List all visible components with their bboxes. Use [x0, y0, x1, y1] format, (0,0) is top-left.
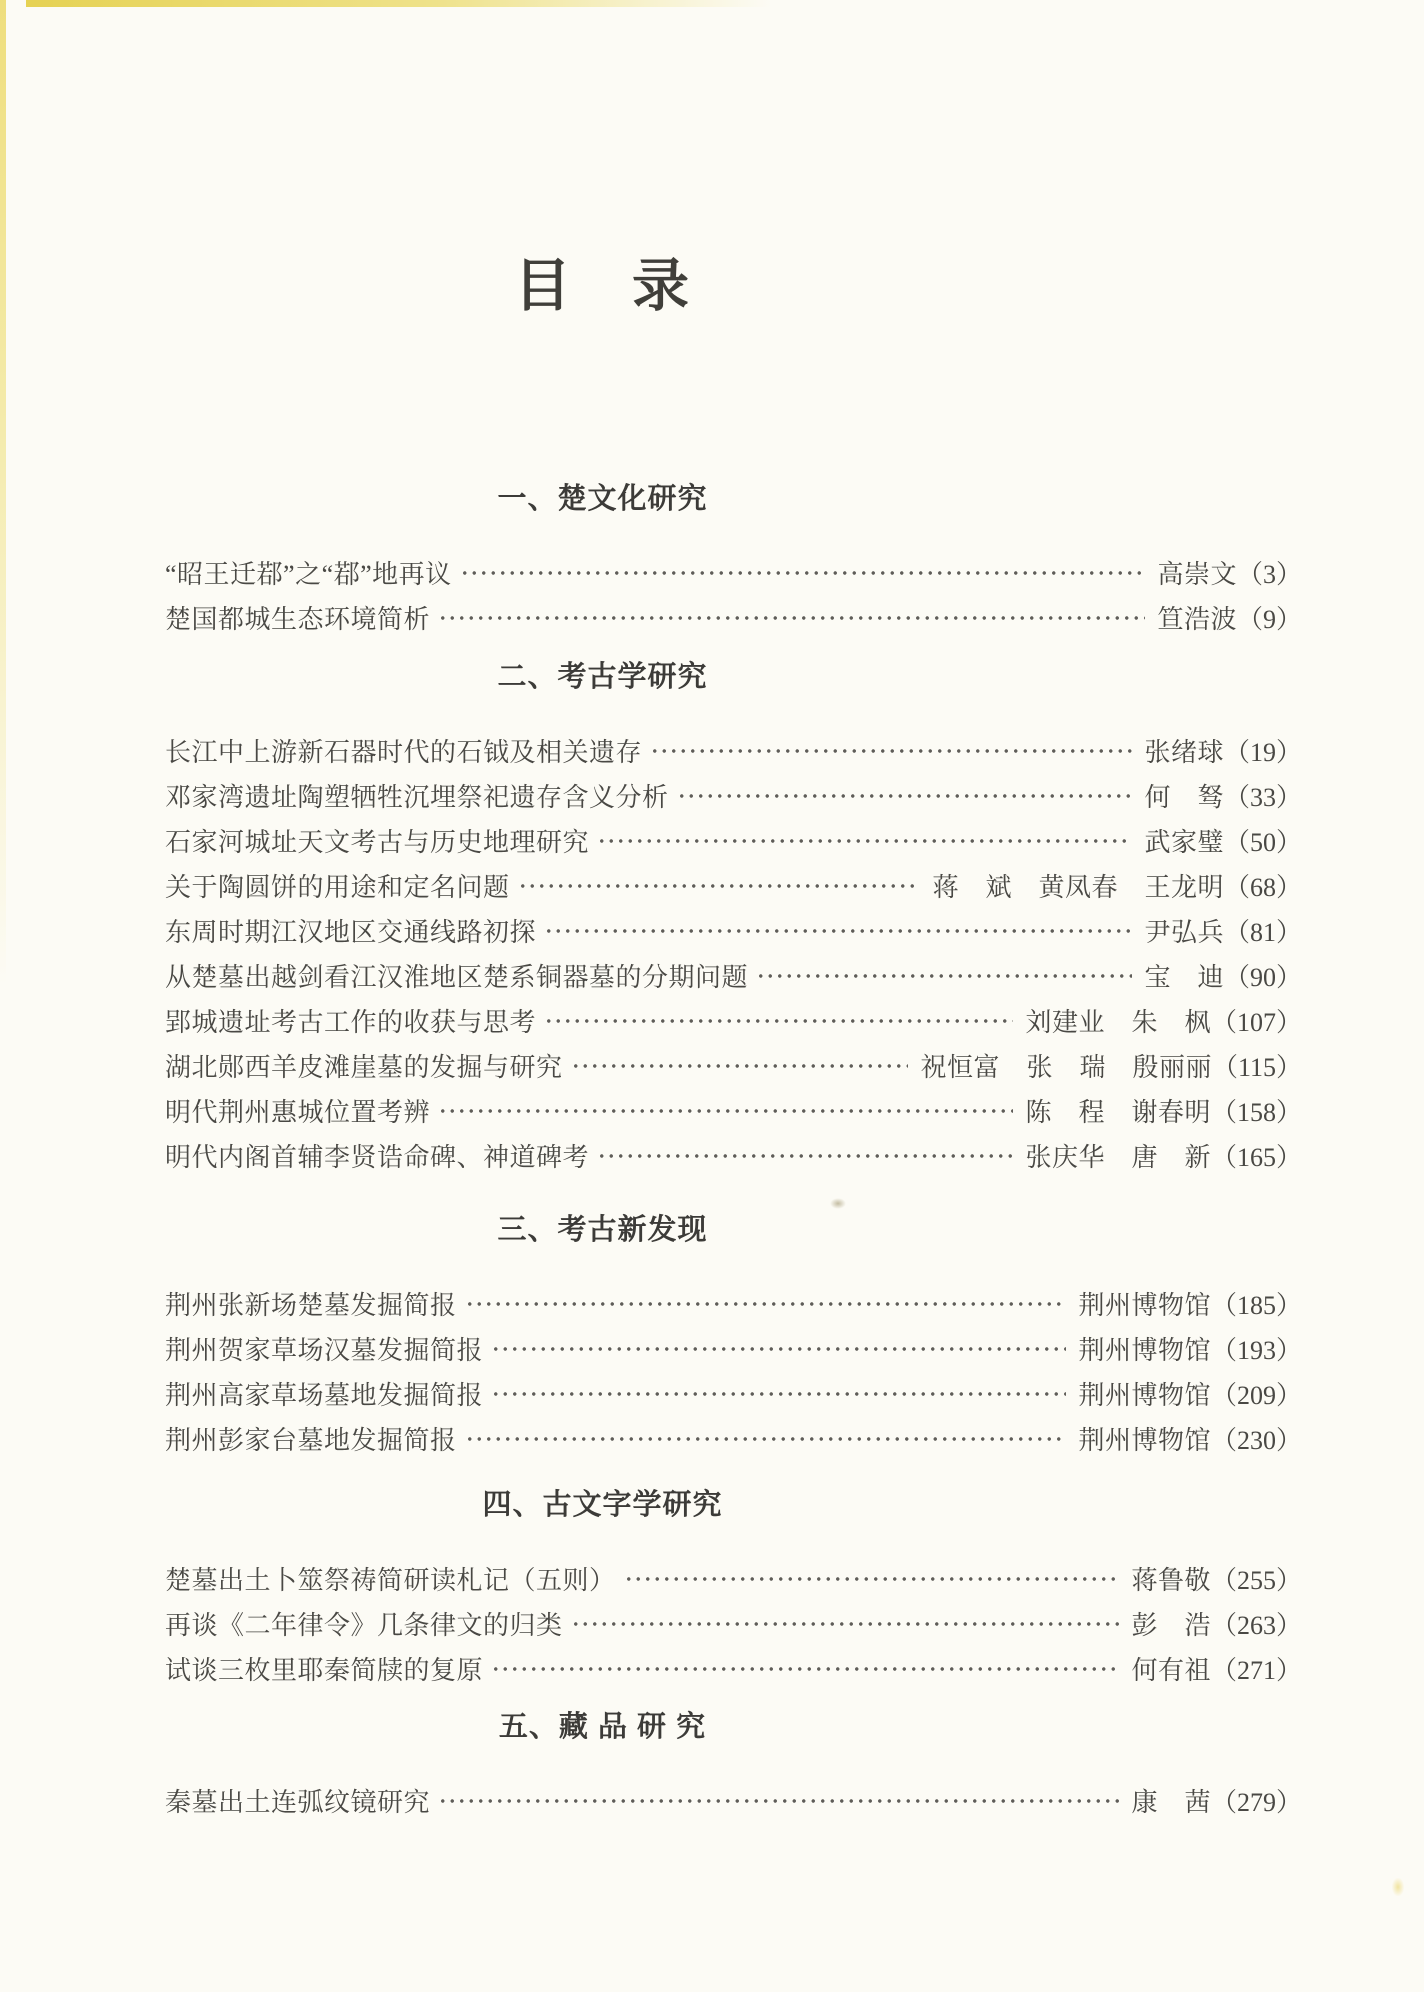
- dot-leader: [624, 1556, 1120, 1601]
- entry-title: 东周时期江汉地区交通线路初探: [165, 918, 537, 947]
- entry-authors: 笪浩波: [1157, 605, 1237, 634]
- toc-entry: [165, 1371, 1302, 1416]
- dot-leader: [491, 1326, 1066, 1371]
- section-entries: [165, 1556, 1302, 1691]
- entry-authors: 张绪球: [1144, 738, 1224, 767]
- toc-entry: [165, 1133, 1302, 1178]
- dot-leader: [491, 1371, 1066, 1416]
- entry-authors: 何 驽: [1144, 783, 1224, 812]
- dot-leader: [597, 818, 1132, 863]
- entry-page-number: （115）: [1211, 1053, 1302, 1082]
- toc-entry: [165, 1556, 1302, 1601]
- page-title: 目 录: [514, 255, 691, 318]
- entry-title: “昭王迁鄀”之“鄀”地再议: [165, 560, 452, 589]
- entry-title: 湖北郧西羊皮滩崖墓的发掘与研究: [165, 1053, 563, 1082]
- toc-entry: [165, 1778, 1302, 1823]
- entry-page-number: （33）: [1223, 783, 1302, 812]
- entry-page-number: （255）: [1210, 1566, 1302, 1595]
- toc-entry: [165, 1326, 1302, 1371]
- entry-page-number: （81）: [1223, 918, 1302, 947]
- dot-leader: [465, 1281, 1067, 1326]
- entry-page-number: （165）: [1210, 1143, 1302, 1172]
- entry-page-number: （263）: [1210, 1611, 1302, 1640]
- entry-authors: 武家璧: [1144, 828, 1224, 857]
- section-heading: 一、楚文化研究: [497, 483, 708, 515]
- entry-title: 荆州高家草场墓地发掘简报: [165, 1381, 484, 1410]
- entry-authors: 高崇文: [1157, 560, 1237, 589]
- entry-authors: 蒋鲁敬: [1131, 1566, 1211, 1595]
- toc-entry: [165, 728, 1302, 773]
- entry-title: 邓家湾遗址陶塑牺牲沉埋祭祀遗存含义分析: [165, 783, 669, 812]
- section-entries: [165, 550, 1302, 640]
- dot-leader: [438, 1088, 1013, 1133]
- dot-leader: [677, 773, 1133, 818]
- dot-leader: [518, 863, 921, 908]
- dot-leader: [491, 1646, 1119, 1691]
- section-heading: 二、考古学研究: [497, 661, 708, 693]
- entry-authors: 荆州博物馆: [1078, 1291, 1211, 1320]
- entry-authors: 蒋 斌 黄凤春 王龙明: [932, 873, 1224, 902]
- entry-authors: 张庆华 唐 新: [1025, 1143, 1211, 1172]
- entry-page-number: （185）: [1210, 1291, 1302, 1320]
- dot-leader: [460, 550, 1146, 595]
- toc-entry: [165, 1088, 1302, 1133]
- entry-page-number: （3）: [1236, 560, 1302, 589]
- entry-title: 长江中上游新石器时代的石钺及相关遗存: [165, 738, 643, 767]
- entry-page-number: （50）: [1223, 828, 1302, 857]
- entry-authors: 刘建业 朱 枫: [1025, 1008, 1211, 1037]
- toc-section: [165, 1483, 1302, 1691]
- entry-authors: 祝恒富 张 瑞 殷丽丽: [920, 1053, 1212, 1082]
- dot-leader: [571, 1601, 1120, 1646]
- toc-entry: [165, 953, 1302, 998]
- entry-page-number: （279）: [1210, 1788, 1302, 1817]
- toc-entry: [165, 818, 1302, 863]
- entry-authors: 何有祖: [1131, 1656, 1211, 1685]
- section-entries: [165, 1281, 1302, 1461]
- entry-page-number: （158）: [1210, 1098, 1302, 1127]
- entry-title: 石家河城址天文考古与历史地理研究: [165, 828, 590, 857]
- entry-title: 试谈三枚里耶秦简牍的复原: [165, 1656, 484, 1685]
- entry-title: 明代内阁首辅李贤诰命碑、神道碑考: [165, 1143, 590, 1172]
- entry-title: 关于陶圆饼的用途和定名问题: [165, 873, 510, 902]
- entry-page-number: （107）: [1210, 1008, 1302, 1037]
- entry-title: 从楚墓出越剑看江汉淮地区楚系铜器墓的分期问题: [165, 963, 749, 992]
- entry-page-number: （90）: [1223, 963, 1302, 992]
- toc-section: [165, 1705, 1302, 1823]
- toc-section: [165, 477, 1302, 640]
- toc-section: [165, 655, 1302, 1178]
- section-heading: 五、藏 品 研 究: [498, 1711, 707, 1743]
- dot-leader: [438, 595, 1145, 640]
- dot-leader: [756, 953, 1132, 998]
- toc-entry: [165, 595, 1302, 640]
- entry-authors: 宝 迪: [1144, 963, 1224, 992]
- entry-page-number: （9）: [1236, 605, 1302, 634]
- toc-entry: [165, 1043, 1302, 1088]
- entry-authors: 荆州博物馆: [1078, 1336, 1211, 1365]
- toc-entry: [165, 773, 1302, 818]
- entry-title: 荆州彭家台墓地发掘简报: [165, 1426, 457, 1455]
- section-entries: [165, 1778, 1302, 1823]
- entry-page-number: （209）: [1210, 1381, 1302, 1410]
- toc-entry: [165, 1646, 1302, 1691]
- entry-title: 明代荆州惠城位置考辨: [165, 1098, 431, 1127]
- toc-entry: [165, 998, 1302, 1043]
- entry-title: 楚国都城生态环境简析: [165, 605, 431, 634]
- entry-authors: 彭 浩: [1131, 1611, 1211, 1640]
- entry-title: 郢城遗址考古工作的收获与思考: [165, 1008, 537, 1037]
- sections: [165, 477, 1302, 1823]
- toc-entry: [165, 550, 1302, 595]
- dot-leader: [544, 998, 1013, 1043]
- entry-authors: 荆州博物馆: [1078, 1381, 1211, 1410]
- dot-leader: [650, 728, 1132, 773]
- entry-title: 秦墓出土连弧纹镜研究: [165, 1788, 431, 1817]
- entry-authors: 尹弘兵: [1144, 918, 1224, 947]
- entry-title: 荆州张新场楚墓发掘简报: [165, 1291, 457, 1320]
- entry-page-number: （193）: [1210, 1336, 1302, 1365]
- dot-leader: [544, 908, 1132, 953]
- dot-leader: [438, 1778, 1119, 1823]
- dot-leader: [597, 1133, 1013, 1178]
- entry-page-number: （230）: [1210, 1426, 1302, 1455]
- entry-title: 荆州贺家草场汉墓发掘简报: [165, 1336, 484, 1365]
- entry-title: 再谈《二年律令》几条律文的归类: [165, 1611, 563, 1640]
- entry-page-number: （271）: [1210, 1656, 1302, 1685]
- toc-entry: [165, 908, 1302, 953]
- toc-entry: [165, 1416, 1302, 1461]
- section-entries: [165, 728, 1302, 1178]
- scan-artifact-speck: [1392, 1878, 1404, 1896]
- entry-page-number: （68）: [1223, 873, 1302, 902]
- toc-section: [165, 1208, 1302, 1461]
- section-heading: 四、古文字学研究: [482, 1489, 723, 1521]
- dot-leader: [465, 1416, 1067, 1461]
- dot-leader: [571, 1043, 909, 1088]
- entry-authors: 康 茜: [1131, 1788, 1211, 1817]
- toc-entry: [165, 1601, 1302, 1646]
- entry-authors: 陈 程 谢春明: [1025, 1098, 1211, 1127]
- toc-entry: [165, 863, 1302, 908]
- entry-authors: 荆州博物馆: [1078, 1426, 1211, 1455]
- toc-entry: [165, 1281, 1302, 1326]
- section-heading: 三、考古新发现: [497, 1214, 708, 1246]
- entry-page-number: （19）: [1223, 738, 1302, 767]
- entry-title: 楚墓出土卜筮祭祷简研读札记（五则）: [165, 1566, 616, 1595]
